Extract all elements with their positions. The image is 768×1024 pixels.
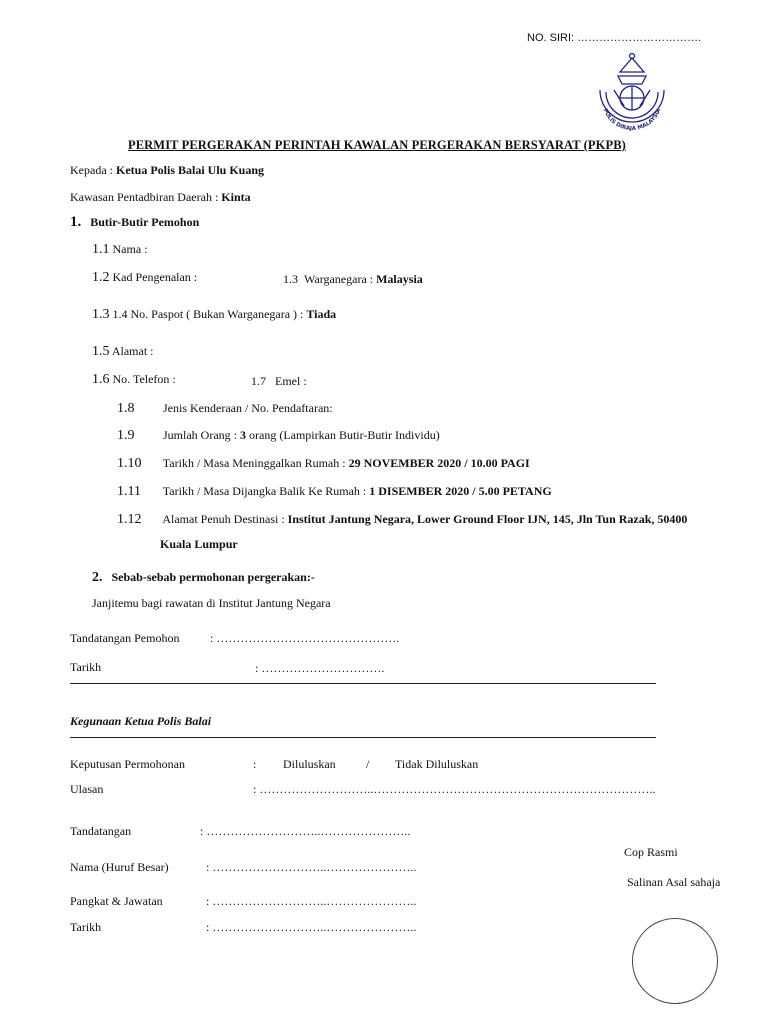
tarikh-field: : ………………………..………………….. bbox=[206, 920, 417, 934]
item-emel bbox=[251, 374, 307, 389]
item-label: Jenis Kenderaan / No. Pendaftaran: bbox=[163, 401, 333, 415]
item-value: 29 NOVEMBER 2020 / 10.00 PAGI bbox=[348, 456, 530, 470]
item-number: 1.5 bbox=[92, 344, 110, 359]
section1-heading bbox=[70, 214, 199, 231]
item-label: Warganegara : bbox=[304, 272, 374, 286]
item-label: Nama : bbox=[112, 242, 148, 256]
section2-reason: Janjitemu bagi rawatan di Institut Jantung Negara bbox=[92, 596, 331, 610]
section2-heading bbox=[92, 570, 315, 586]
item-paspot bbox=[92, 307, 336, 323]
police-use-heading: Kegunaan Ketua Polis Balai bbox=[70, 714, 212, 728]
item-label: Jumlah Orang : bbox=[163, 428, 237, 442]
item-tarikh-tinggal bbox=[117, 456, 530, 472]
serial-label: NO. SIRI: bbox=[527, 32, 575, 44]
section2-number: 2. bbox=[92, 570, 103, 585]
item-nama bbox=[92, 242, 148, 258]
item-number: 1.3 bbox=[92, 307, 110, 322]
section1-title: Butir-Butir Pemohon bbox=[90, 215, 200, 229]
serial-dots: ……………………………. bbox=[577, 32, 702, 44]
item-value: 1 DISEMBER 2020 / 5.00 PETANG bbox=[369, 484, 552, 498]
item-destinasi bbox=[117, 512, 687, 528]
tarikh-label: Tarikh bbox=[70, 920, 102, 934]
applicant-sign-field: : ………………………………………. bbox=[210, 631, 400, 645]
item-label: Tarikh / Masa Meninggalkan Rumah : bbox=[162, 456, 346, 470]
ulasan-field: : ………………………..…………………………………………………………….. bbox=[253, 782, 656, 796]
applicant-sign-label: Tandatangan Pemohon bbox=[70, 631, 180, 645]
item-label: Kad Pengenalan : bbox=[112, 270, 198, 284]
divider bbox=[70, 683, 656, 684]
item-jumlah-orang bbox=[117, 428, 440, 444]
section2-title: Sebab-sebab permohonan pergerakan:- bbox=[111, 570, 315, 584]
ulasan-label: Ulasan bbox=[70, 782, 104, 796]
item-number: 1.3 bbox=[283, 272, 298, 286]
option-separator: / bbox=[366, 757, 370, 771]
item-telefon bbox=[92, 372, 176, 388]
pangkat-field: : ………………………..………………….. bbox=[206, 894, 417, 908]
option-tidak-diluluskan: Tidak Diluluskan bbox=[395, 757, 479, 771]
item-number: 1.12 bbox=[117, 512, 142, 527]
serial-number bbox=[527, 32, 701, 44]
nama-field: : ………………………..………………….. bbox=[206, 860, 417, 874]
item-label: Tarikh / Masa Dijangka Balik Ke Rumah : bbox=[162, 484, 367, 498]
item-value-line2: Kuala Lumpur bbox=[160, 537, 238, 551]
pangkat-label: Pangkat & Jawatan bbox=[70, 894, 163, 908]
nama-label: Nama (Huruf Besar) bbox=[70, 860, 169, 874]
item-number: 1.1 bbox=[92, 242, 110, 257]
applicant-date-field: : …………………………. bbox=[255, 661, 385, 675]
item-number: 1.11 bbox=[117, 484, 141, 499]
item-value: Malaysia bbox=[376, 272, 423, 286]
kawasan-value: Kinta bbox=[221, 190, 251, 204]
item-number: 1.7 bbox=[251, 374, 266, 388]
kawasan-label: Kawasan Pentadbiran Daerah : bbox=[70, 190, 219, 204]
item-value-line1: Institut Jantung Negara, Lower Ground Floor IJN, 145, Jln Tun Razak, 50400 bbox=[287, 512, 688, 526]
applicant-date-label: Tarikh bbox=[70, 660, 102, 674]
item-kenderaan bbox=[117, 401, 333, 417]
kepada-label: Kepada : bbox=[70, 163, 113, 177]
document-title: PERMIT PERGERAKAN PERINTAH KAWALAN PERGERAKAN BERSYARAT (PKPB) bbox=[128, 138, 626, 152]
item-number: 1.9 bbox=[117, 428, 135, 443]
police-emblem-icon bbox=[590, 50, 674, 134]
item-label: Alamat Penuh Destinasi : bbox=[162, 512, 285, 526]
item-label: No. Telefon : bbox=[112, 372, 176, 386]
salinan-label: Salinan Asal sahaja bbox=[627, 875, 721, 889]
item-tarikh-balik bbox=[117, 484, 552, 500]
item-label: 1.4 No. Paspot ( Bukan Warganegara ) : bbox=[112, 307, 304, 321]
kepada-line bbox=[70, 163, 264, 178]
keputusan-colon: : bbox=[253, 757, 257, 771]
item-value: Tiada bbox=[306, 307, 337, 321]
item-kad-pengenalan bbox=[92, 270, 197, 286]
item-number: 1.10 bbox=[117, 456, 142, 471]
section1-number: 1. bbox=[70, 214, 82, 230]
item-label: Emel : bbox=[275, 374, 307, 388]
emblem-text: POLIS DIRAJA MALAYSIA bbox=[601, 107, 663, 133]
item-number: 1.6 bbox=[92, 372, 110, 387]
item-alamat bbox=[92, 344, 154, 360]
item-label: Alamat : bbox=[111, 344, 154, 358]
item-warganegara bbox=[283, 272, 423, 287]
kepada-value: Ketua Polis Balai Ulu Kuang bbox=[115, 163, 265, 177]
item-number: 1.8 bbox=[117, 401, 135, 416]
official-stamp-area bbox=[632, 918, 718, 1004]
option-diluluskan: Diluluskan bbox=[283, 757, 336, 771]
item-value: 3 bbox=[240, 428, 246, 442]
cop-rasmi-label: Cop Rasmi bbox=[624, 845, 678, 859]
kawasan-line bbox=[70, 190, 251, 205]
keputusan-label: Keputusan Permohonan bbox=[70, 757, 185, 771]
tandatangan-label: Tandatangan bbox=[70, 824, 132, 838]
item-number: 1.2 bbox=[92, 270, 110, 285]
item-suffix: orang (Lampirkan Butir-Butir Individu) bbox=[249, 428, 440, 442]
divider bbox=[70, 737, 656, 738]
tandatangan-field: : ………………………..………………….. bbox=[200, 824, 411, 838]
